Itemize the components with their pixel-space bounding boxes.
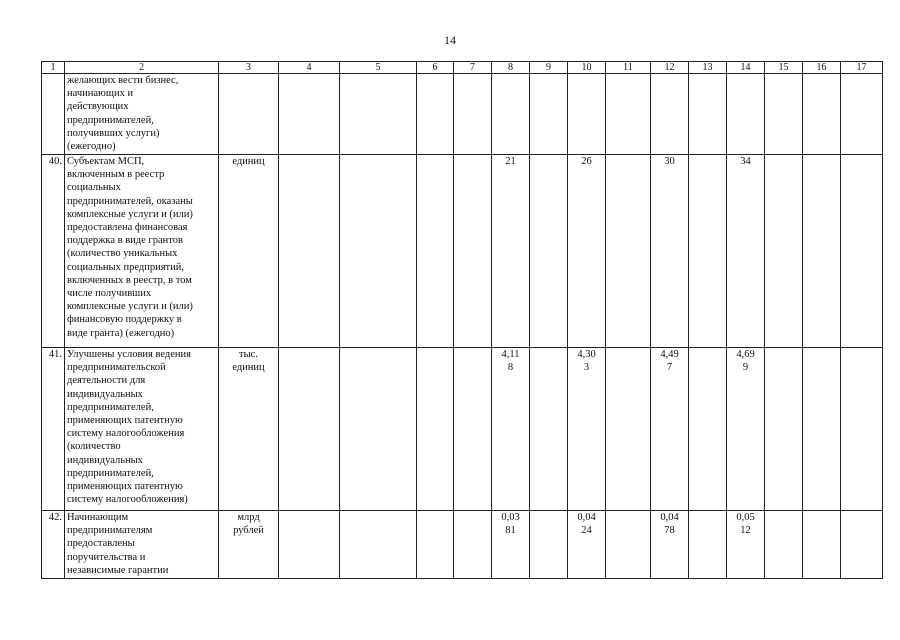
value-cell bbox=[606, 155, 651, 348]
value-cell bbox=[530, 511, 568, 579]
value-cell bbox=[689, 511, 727, 579]
column-header: 2 bbox=[65, 62, 219, 74]
value-cell bbox=[568, 74, 606, 155]
value-cell bbox=[606, 511, 651, 579]
value-cell bbox=[689, 348, 727, 511]
value-cell bbox=[606, 348, 651, 511]
table-row bbox=[42, 155, 883, 348]
table-row bbox=[42, 511, 883, 579]
value-cell bbox=[841, 74, 883, 155]
value-cell: 21 bbox=[492, 155, 530, 348]
column-header: 8 bbox=[492, 62, 530, 74]
value-cell bbox=[765, 74, 803, 155]
value-cell bbox=[530, 348, 568, 511]
unit-cell: единиц bbox=[219, 155, 279, 348]
unit-cell: тыс. единиц bbox=[219, 348, 279, 511]
indicator-name: Субъектам МСП, включенным в реестр социальных предпринимателей, оказаны комплексные услуги и (или) предоставлена финансовая поддержка в виде грантов (количество уникальных социальных предприятий, включенных в реестр, в том числе получивших комплексные услуги и (или) финансовую поддержку в виде гранта) (ежегодно) bbox=[65, 155, 219, 348]
value-cell bbox=[454, 348, 492, 511]
page-number: 14 bbox=[444, 33, 456, 47]
value-cell bbox=[765, 511, 803, 579]
value-cell: 30 bbox=[651, 155, 689, 348]
value-cell bbox=[279, 155, 340, 348]
column-header: 9 bbox=[530, 62, 568, 74]
value-cell bbox=[803, 348, 841, 511]
value-cell bbox=[417, 74, 454, 155]
value-cell: 0,04 78 bbox=[651, 511, 689, 579]
value-cell bbox=[340, 511, 417, 579]
value-cell bbox=[651, 74, 689, 155]
value-cell: 0,03 81 bbox=[492, 511, 530, 579]
value-cell bbox=[340, 74, 417, 155]
indicator-name: Начинающим предпринимателям предоставлены поручительства и независимые гарантии bbox=[65, 511, 219, 579]
column-header: 16 bbox=[803, 62, 841, 74]
value-cell bbox=[417, 348, 454, 511]
row-number: 41. bbox=[42, 348, 65, 511]
value-cell bbox=[841, 155, 883, 348]
column-header: 15 bbox=[765, 62, 803, 74]
value-cell bbox=[417, 511, 454, 579]
value-cell: 34 bbox=[727, 155, 765, 348]
value-cell bbox=[841, 348, 883, 511]
value-cell bbox=[530, 155, 568, 348]
column-header: 1 bbox=[42, 62, 65, 74]
value-cell bbox=[606, 74, 651, 155]
value-cell bbox=[454, 155, 492, 348]
value-cell bbox=[340, 348, 417, 511]
value-cell: 4,49 7 bbox=[651, 348, 689, 511]
indicator-name: желающих вести бизнес, начинающих и действующих предпринимателей, получивших услуги) (ежегодно) bbox=[65, 74, 219, 155]
value-cell: 4,11 8 bbox=[492, 348, 530, 511]
value-cell bbox=[530, 74, 568, 155]
value-cell: 4,30 3 bbox=[568, 348, 606, 511]
column-header: 7 bbox=[454, 62, 492, 74]
value-cell bbox=[765, 155, 803, 348]
value-cell bbox=[765, 348, 803, 511]
column-header: 5 bbox=[340, 62, 417, 74]
value-cell bbox=[803, 74, 841, 155]
unit-cell: млрд рублей bbox=[219, 511, 279, 579]
table-row bbox=[42, 74, 883, 155]
row-number: 42. bbox=[42, 511, 65, 579]
value-cell bbox=[279, 348, 340, 511]
column-header: 17 bbox=[841, 62, 883, 74]
value-cell bbox=[492, 74, 530, 155]
column-number-header-row bbox=[42, 62, 883, 74]
value-cell bbox=[841, 511, 883, 579]
value-cell: 26 bbox=[568, 155, 606, 348]
value-cell bbox=[727, 74, 765, 155]
value-cell bbox=[454, 74, 492, 155]
value-cell bbox=[689, 155, 727, 348]
column-header: 10 bbox=[568, 62, 606, 74]
value-cell bbox=[340, 155, 417, 348]
indicator-name: Улучшены условия ведения предпринимательской деятельности для индивидуальных предпринимателей, применяющих патентную систему налогообложения (количество индивидуальных предпринимателей, применяющих патентную систему налогообложения) bbox=[65, 348, 219, 511]
column-header: 13 bbox=[689, 62, 727, 74]
indicators-table bbox=[41, 61, 883, 579]
table-row bbox=[42, 348, 883, 511]
column-header: 6 bbox=[417, 62, 454, 74]
value-cell bbox=[417, 155, 454, 348]
column-header: 11 bbox=[606, 62, 651, 74]
column-header: 4 bbox=[279, 62, 340, 74]
column-header: 3 bbox=[219, 62, 279, 74]
value-cell bbox=[279, 74, 340, 155]
value-cell bbox=[803, 511, 841, 579]
column-header: 12 bbox=[651, 62, 689, 74]
value-cell: 0,05 12 bbox=[727, 511, 765, 579]
row-number bbox=[42, 74, 65, 155]
value-cell: 4,69 9 bbox=[727, 348, 765, 511]
value-cell bbox=[803, 155, 841, 348]
value-cell bbox=[279, 511, 340, 579]
unit-cell bbox=[219, 74, 279, 155]
row-number: 40. bbox=[42, 155, 65, 348]
value-cell bbox=[689, 74, 727, 155]
column-header: 14 bbox=[727, 62, 765, 74]
value-cell bbox=[454, 511, 492, 579]
value-cell: 0,04 24 bbox=[568, 511, 606, 579]
